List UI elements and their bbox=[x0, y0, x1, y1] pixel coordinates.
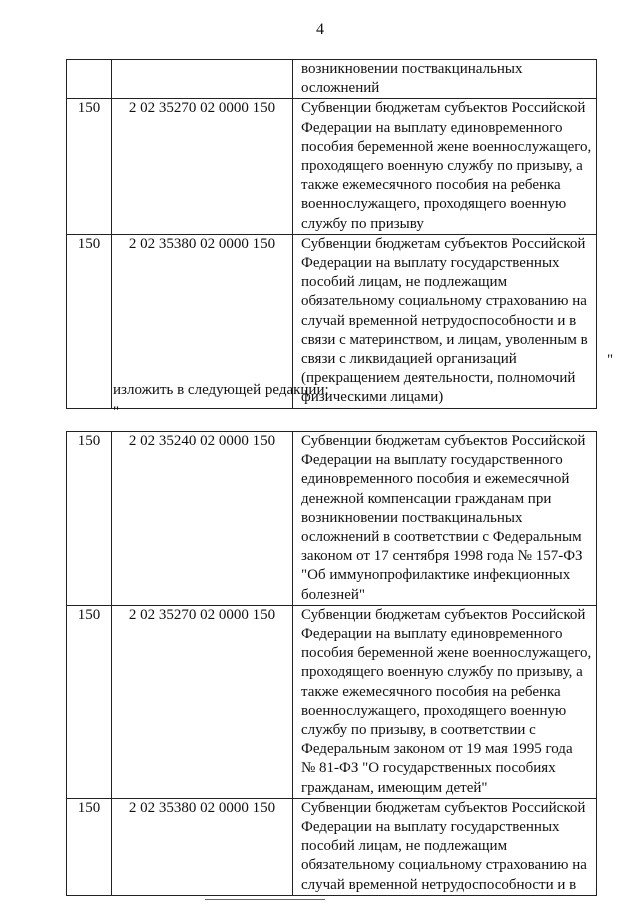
description-line: Федерации на выплату государственных bbox=[301, 255, 560, 272]
description-line: Федерации на выплату единовременного bbox=[301, 626, 563, 643]
income-code-cell: 150 bbox=[67, 605, 112, 798]
kbk-code-cell: 2 02 35380 02 0000 150 bbox=[112, 234, 293, 408]
description-line: Федерации на выплату единовременного bbox=[301, 119, 563, 136]
description-line: службу по призыву bbox=[301, 215, 424, 232]
kbk-code-cell bbox=[112, 60, 293, 99]
income-code-cell: 150 bbox=[67, 99, 112, 234]
description-line: физическими лицами) bbox=[301, 389, 444, 406]
table-row bbox=[67, 60, 597, 99]
description-line: осложнений bbox=[301, 80, 380, 97]
description-line: Федеральным законом от 19 мая 1995 года bbox=[301, 741, 573, 758]
table-row bbox=[67, 99, 597, 234]
description-line: "Об иммунопрофилактике инфекционных bbox=[301, 567, 571, 584]
income-code-cell bbox=[67, 60, 112, 99]
description-line: Субвенции бюджетам субъектов Российской bbox=[301, 100, 586, 117]
description-line: пособий лицам, не подлежащим bbox=[301, 838, 508, 855]
description-cell bbox=[293, 99, 597, 234]
description-line: обязательному социальному страхованию на bbox=[301, 293, 587, 310]
kbk-code-cell: 2 02 35270 02 0000 150 bbox=[112, 99, 293, 234]
description-cell bbox=[293, 798, 597, 895]
description-line: болезней" bbox=[301, 586, 366, 603]
description-line: также ежемесячного пособия на ребенка bbox=[301, 177, 561, 194]
page-bottom-rule bbox=[205, 899, 325, 900]
description-line: случай временной нетрудоспособности и в bbox=[301, 876, 577, 893]
amended-table-new bbox=[66, 431, 597, 896]
description-line: пособия беременной жене военнослужащего, bbox=[301, 645, 592, 662]
description-line: Федерации на выплату государственных bbox=[301, 819, 560, 836]
table-row bbox=[67, 798, 597, 895]
description-line: № 81-ФЗ "О государственных пособиях bbox=[301, 760, 556, 777]
description-line: Субвенции бюджетам субъектов Российской bbox=[301, 235, 586, 252]
description-line: Субвенции бюджетам субъектов Российской bbox=[301, 433, 586, 449]
description-line: возникновении поствакцинальных bbox=[301, 61, 523, 77]
description-line: пособий лицам, не подлежащим bbox=[301, 274, 508, 291]
description-line: связи с ликвидацией организаций bbox=[301, 351, 517, 368]
description-line: Субвенции бюджетам субъектов Российской bbox=[301, 606, 586, 623]
description-line: единовременного пособия и ежемесячной bbox=[301, 471, 570, 488]
description-line: службу по призыву, в соответствии с bbox=[301, 722, 536, 739]
kbk-code-cell: 2 02 35240 02 0000 150 bbox=[112, 432, 293, 606]
amended-table-old bbox=[66, 59, 597, 409]
description-line: проходящего военную службу по призыву, а bbox=[301, 158, 583, 175]
description-line: Федерации на выплату государственного bbox=[301, 452, 563, 469]
description-line: законом от 17 сентября 1998 года № 157-ФЗ bbox=[301, 548, 583, 565]
table-row bbox=[67, 605, 597, 798]
description-line: обязательному социальному страхованию на bbox=[301, 857, 587, 874]
kbk-code-cell: 2 02 35270 02 0000 150 bbox=[112, 605, 293, 798]
description-line: также ежемесячного пособия на ребенка bbox=[301, 683, 561, 700]
kbk-code-cell: 2 02 35380 02 0000 150 bbox=[112, 798, 293, 895]
income-code-cell: 150 bbox=[67, 432, 112, 606]
description-line: гражданам, имеющим детей" bbox=[301, 779, 488, 796]
description-line: проходящего военную службу по призыву, а bbox=[301, 664, 583, 681]
description-cell bbox=[293, 432, 597, 606]
income-code-cell: 150 bbox=[67, 234, 112, 408]
description-cell bbox=[293, 60, 597, 99]
description-line: связи с материнством, и лицам, уволенным в bbox=[301, 331, 588, 348]
instruction-text: изложить в следующей редакции: bbox=[113, 382, 329, 398]
description-cell bbox=[293, 234, 597, 408]
description-cell bbox=[293, 605, 597, 798]
description-line: военнослужащего, проходящего военную bbox=[301, 702, 567, 719]
description-line: пособия беременной жене военнослужащего, bbox=[301, 138, 592, 155]
description-line: случай временной нетрудоспособности и в bbox=[301, 312, 577, 329]
description-line: (прекращением деятельности, полномочий bbox=[301, 370, 576, 387]
opening-quote: " bbox=[113, 404, 120, 420]
page-number: 4 bbox=[316, 21, 324, 38]
description-line: возникновении поствакцинальных bbox=[301, 509, 523, 526]
closing-quote: " bbox=[607, 352, 614, 368]
description-line: военнослужащего, проходящего военную bbox=[301, 196, 567, 213]
table-row bbox=[67, 432, 597, 606]
income-code-cell: 150 bbox=[67, 798, 112, 895]
description-line: денежной компенсации гражданам при bbox=[301, 490, 552, 507]
description-line: Субвенции бюджетам субъектов Российской bbox=[301, 799, 586, 816]
description-line: осложнений в соответствии с Федеральным bbox=[301, 529, 582, 546]
